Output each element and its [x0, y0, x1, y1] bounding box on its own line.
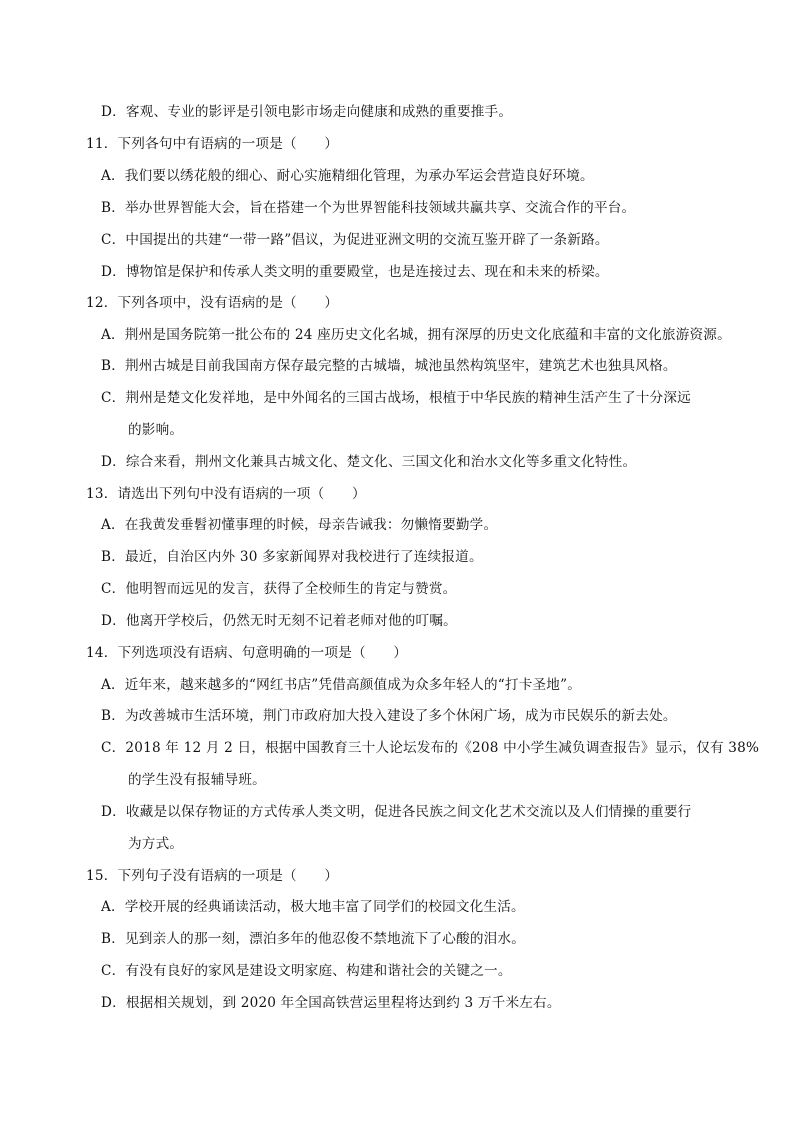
question-14-option-a: A．近年来，越来越多的“网红书店”凭借高颜值成为众多年轻人的“打卡圣地”。: [101, 677, 582, 693]
question-14-option-d: D．收藏是以保存物证的方式传承人类文明，促进各民族之间文化艺术交流以及人们情操的重要行: [101, 804, 692, 820]
question-14-option-c: C．2018 年 12 月 2 日，根据中国教育三十人论坛发布的《208 中小学生减负调查报告》显示，仅有 38%: [101, 740, 760, 756]
question-12-option-b: B．荆州古城是目前我国南方保存最完整的古城墙，城池虽然构筑坚牢，建筑艺术也独具风格。: [101, 358, 677, 374]
question-15-option-d: D．根据相关规划，到 2020 年全国高铁营运里程将达到约 3 万千米左右。: [101, 995, 561, 1011]
question-12-option-c: C．荆州是楚文化发祥地，是中外闻名的三国古战场，根植于中华民族的精神生活产生了十分深远: [101, 390, 691, 406]
question-12-stem: 12．下列各项中，没有语病的是（ ）: [86, 295, 339, 311]
question-13-option-c: C．他明智而远见的发言，获得了全校师生的肯定与赞赏。: [101, 581, 457, 597]
question-14-option-d-continued: 为方式。: [128, 836, 184, 852]
question-14-option-b: B．为改善城市生活环境，荆门市政府加大投入建设了多个休闲广场，成为市民娱乐的新去处。: [101, 708, 677, 724]
question-11-option-c: C．中国提出的共建“一带一路”倡议，为促进亚洲文明的交流互鉴开辟了一条新路。: [101, 232, 609, 248]
question-15-option-b: B．见到亲人的那一刻，漂泊多年的他忍俊不禁地流下了心酸的泪水。: [101, 931, 525, 947]
question-11-option-d: D．博物馆是保护和传承人类文明的重要殿堂，也是连接过去、现在和未来的桥梁。: [101, 264, 609, 280]
question-15-option-c: C．有没有良好的家风是建设文明家庭、构建和谐社会的关键之一。: [101, 963, 512, 979]
question-15-option-a: A．学校开展的经典诵读活动，极大地丰富了同学们的校园文化生活。: [101, 899, 525, 915]
question-12-option-c-continued: 的影响。: [128, 422, 184, 438]
option-d-continued: D．客观、专业的影评是引领电影市场走向健康和成熟的重要推手。: [101, 104, 513, 120]
question-12-option-a: A．荆州是国务院第一批公布的 24 座历史文化名城，拥有深厚的历史文化底蕴和丰富的文化旅游资源。: [101, 327, 731, 343]
question-14-stem: 14．下列选项没有语病、句意明确的一项是（ ）: [86, 645, 408, 661]
question-13-option-d: D．他离开学校后，仍然无时无刻不记着老师对他的叮嘱。: [101, 613, 457, 629]
question-13-option-a: A．在我黄发垂髫初懂事理的时候，母亲告诫我：勿懒惰要勤学。: [101, 517, 498, 533]
question-13-option-b: B．最近，自治区内外 30 多家新闻界对我校进行了连续报道。: [101, 549, 483, 565]
question-15-stem: 15．下列句子没有语病的一项是（ ）: [86, 868, 339, 884]
question-11-stem: 11．下列各句中有语病的一项是（ ）: [86, 136, 339, 152]
question-11-option-b: B．举办世界智能大会，旨在搭建一个为世界智能科技领域共赢共享、交流合作的平台。: [101, 200, 636, 216]
question-12-option-d: D．综合来看，荆州文化兼具古城文化、楚文化、三国文化和治水文化等多重文化特性。: [101, 454, 637, 470]
question-11-option-a: A．我们要以绣花般的细心、耐心实施精细化管理，为承办军运会营造良好环境。: [101, 168, 594, 184]
question-13-stem: 13．请选出下列句中没有语病的一项（ ）: [86, 486, 366, 502]
question-14-option-c-continued: 的学生没有报辅导班。: [128, 772, 266, 788]
